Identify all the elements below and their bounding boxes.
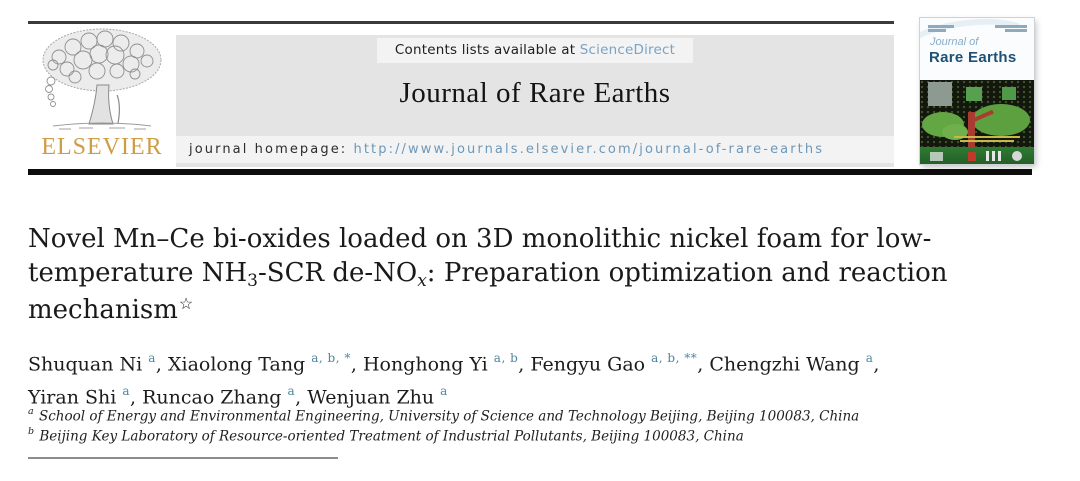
affiliation-superscript: b [28, 426, 35, 437]
cover-caption-bar [954, 136, 1020, 138]
header-top-rule [28, 21, 894, 24]
contents-prefix-text: Contents lists available at [394, 42, 580, 58]
cover-inset-square [928, 82, 952, 106]
journal-header-band [176, 35, 894, 167]
cover-publisher-mark [930, 152, 943, 161]
affiliation-superscript: a [28, 406, 34, 417]
author-superscript: a [440, 384, 448, 399]
title-line-3: mechanism☆ [28, 294, 194, 325]
author-name: Yiran Shi [28, 386, 123, 409]
cover-artwork [920, 80, 1034, 164]
cover-inset-square [1002, 87, 1016, 100]
author-list [28, 345, 988, 412]
cover-publisher-mark [986, 151, 989, 161]
author-superscript: a [865, 351, 874, 365]
authors-line-1 [28, 345, 988, 378]
author-name: Shuquan Ni [28, 353, 149, 376]
cover-inset-square [966, 87, 982, 101]
cover-masthead-text-bar [1005, 29, 1027, 32]
cover-publisher-mark [998, 151, 1001, 161]
cover-masthead [920, 18, 1034, 80]
subscript-x: x [417, 271, 427, 291]
journal-title: Journal of Rare Earths [399, 77, 671, 109]
author-superscript: a, b, ** [651, 351, 698, 365]
sciencedirect-link[interactable]: ScienceDirect [579, 42, 676, 58]
author-name: , Wenjuan Zhu [295, 386, 441, 409]
affiliation-a: $^a$ School of Energy and Environmental Engineering, University of Science and Technology Beijing, Beijing 100083, China [28, 406, 860, 425]
author-name: , Honghong Yi [350, 353, 494, 376]
cover-masthead-text-bar [995, 25, 1027, 28]
cover-publisher-mark [1012, 151, 1022, 161]
footnote-rule [28, 457, 338, 459]
footnote-star-icon: ☆ [178, 294, 194, 313]
author-name: , Xiaolong Tang [155, 353, 312, 376]
cover-masthead-text-bar [928, 25, 954, 28]
author-superscript: a [148, 351, 156, 365]
author-name: , [873, 353, 880, 376]
elsevier-logo [36, 27, 168, 167]
author-name: , Chengzhi Wang [697, 353, 866, 376]
homepage-url-link[interactable]: http://www.journals.elsevier.com/journal-of-rare-earths [353, 142, 825, 157]
elsevier-wordmark: ELSEVIER [41, 134, 163, 160]
author-superscript: a, b [493, 351, 519, 365]
cover-publisher-mark [968, 152, 976, 161]
cover-grass-strip [920, 147, 1034, 164]
title-line-1: Novel Mn–Ce bi-oxides loaded on 3D monolithic nickel foam for low- [28, 224, 932, 254]
cover-publisher-mark [992, 151, 995, 161]
affiliation-b: $^b$ Beijing Key Laboratory of Resource-oriented Treatment of Industrial Pollutants, Beijing 100083, China [28, 426, 744, 445]
author-superscript: a [287, 384, 296, 399]
contents-line [176, 38, 894, 63]
cover-tree-canopy [972, 104, 1030, 136]
subscript-3: 3 [247, 271, 258, 291]
author-superscript: a [122, 384, 130, 399]
article-title [28, 222, 988, 330]
homepage-line [176, 136, 894, 163]
homepage-prefix-text: journal homepage: [189, 142, 354, 157]
cover-rare-earths-text: Rare Earths [929, 49, 1017, 66]
affiliations [28, 405, 928, 445]
cover-caption-bar [960, 140, 1014, 142]
title-line-2: temperature $NH_3$-SCR $de-NO_x$: Preparation optimization and reaction [28, 258, 948, 291]
author-name: , Fengyu Gao [518, 353, 652, 376]
cover-journal-of-text: Journal of [930, 36, 979, 48]
cover-masthead-text-bar [928, 29, 946, 32]
author-name: , Runcao Zhang [130, 386, 288, 409]
header-bottom-rule [28, 169, 1032, 175]
elsevier-tree-icon [39, 27, 165, 133]
journal-cover-thumbnail [920, 18, 1034, 164]
author-superscript: a, b, * [311, 351, 351, 365]
